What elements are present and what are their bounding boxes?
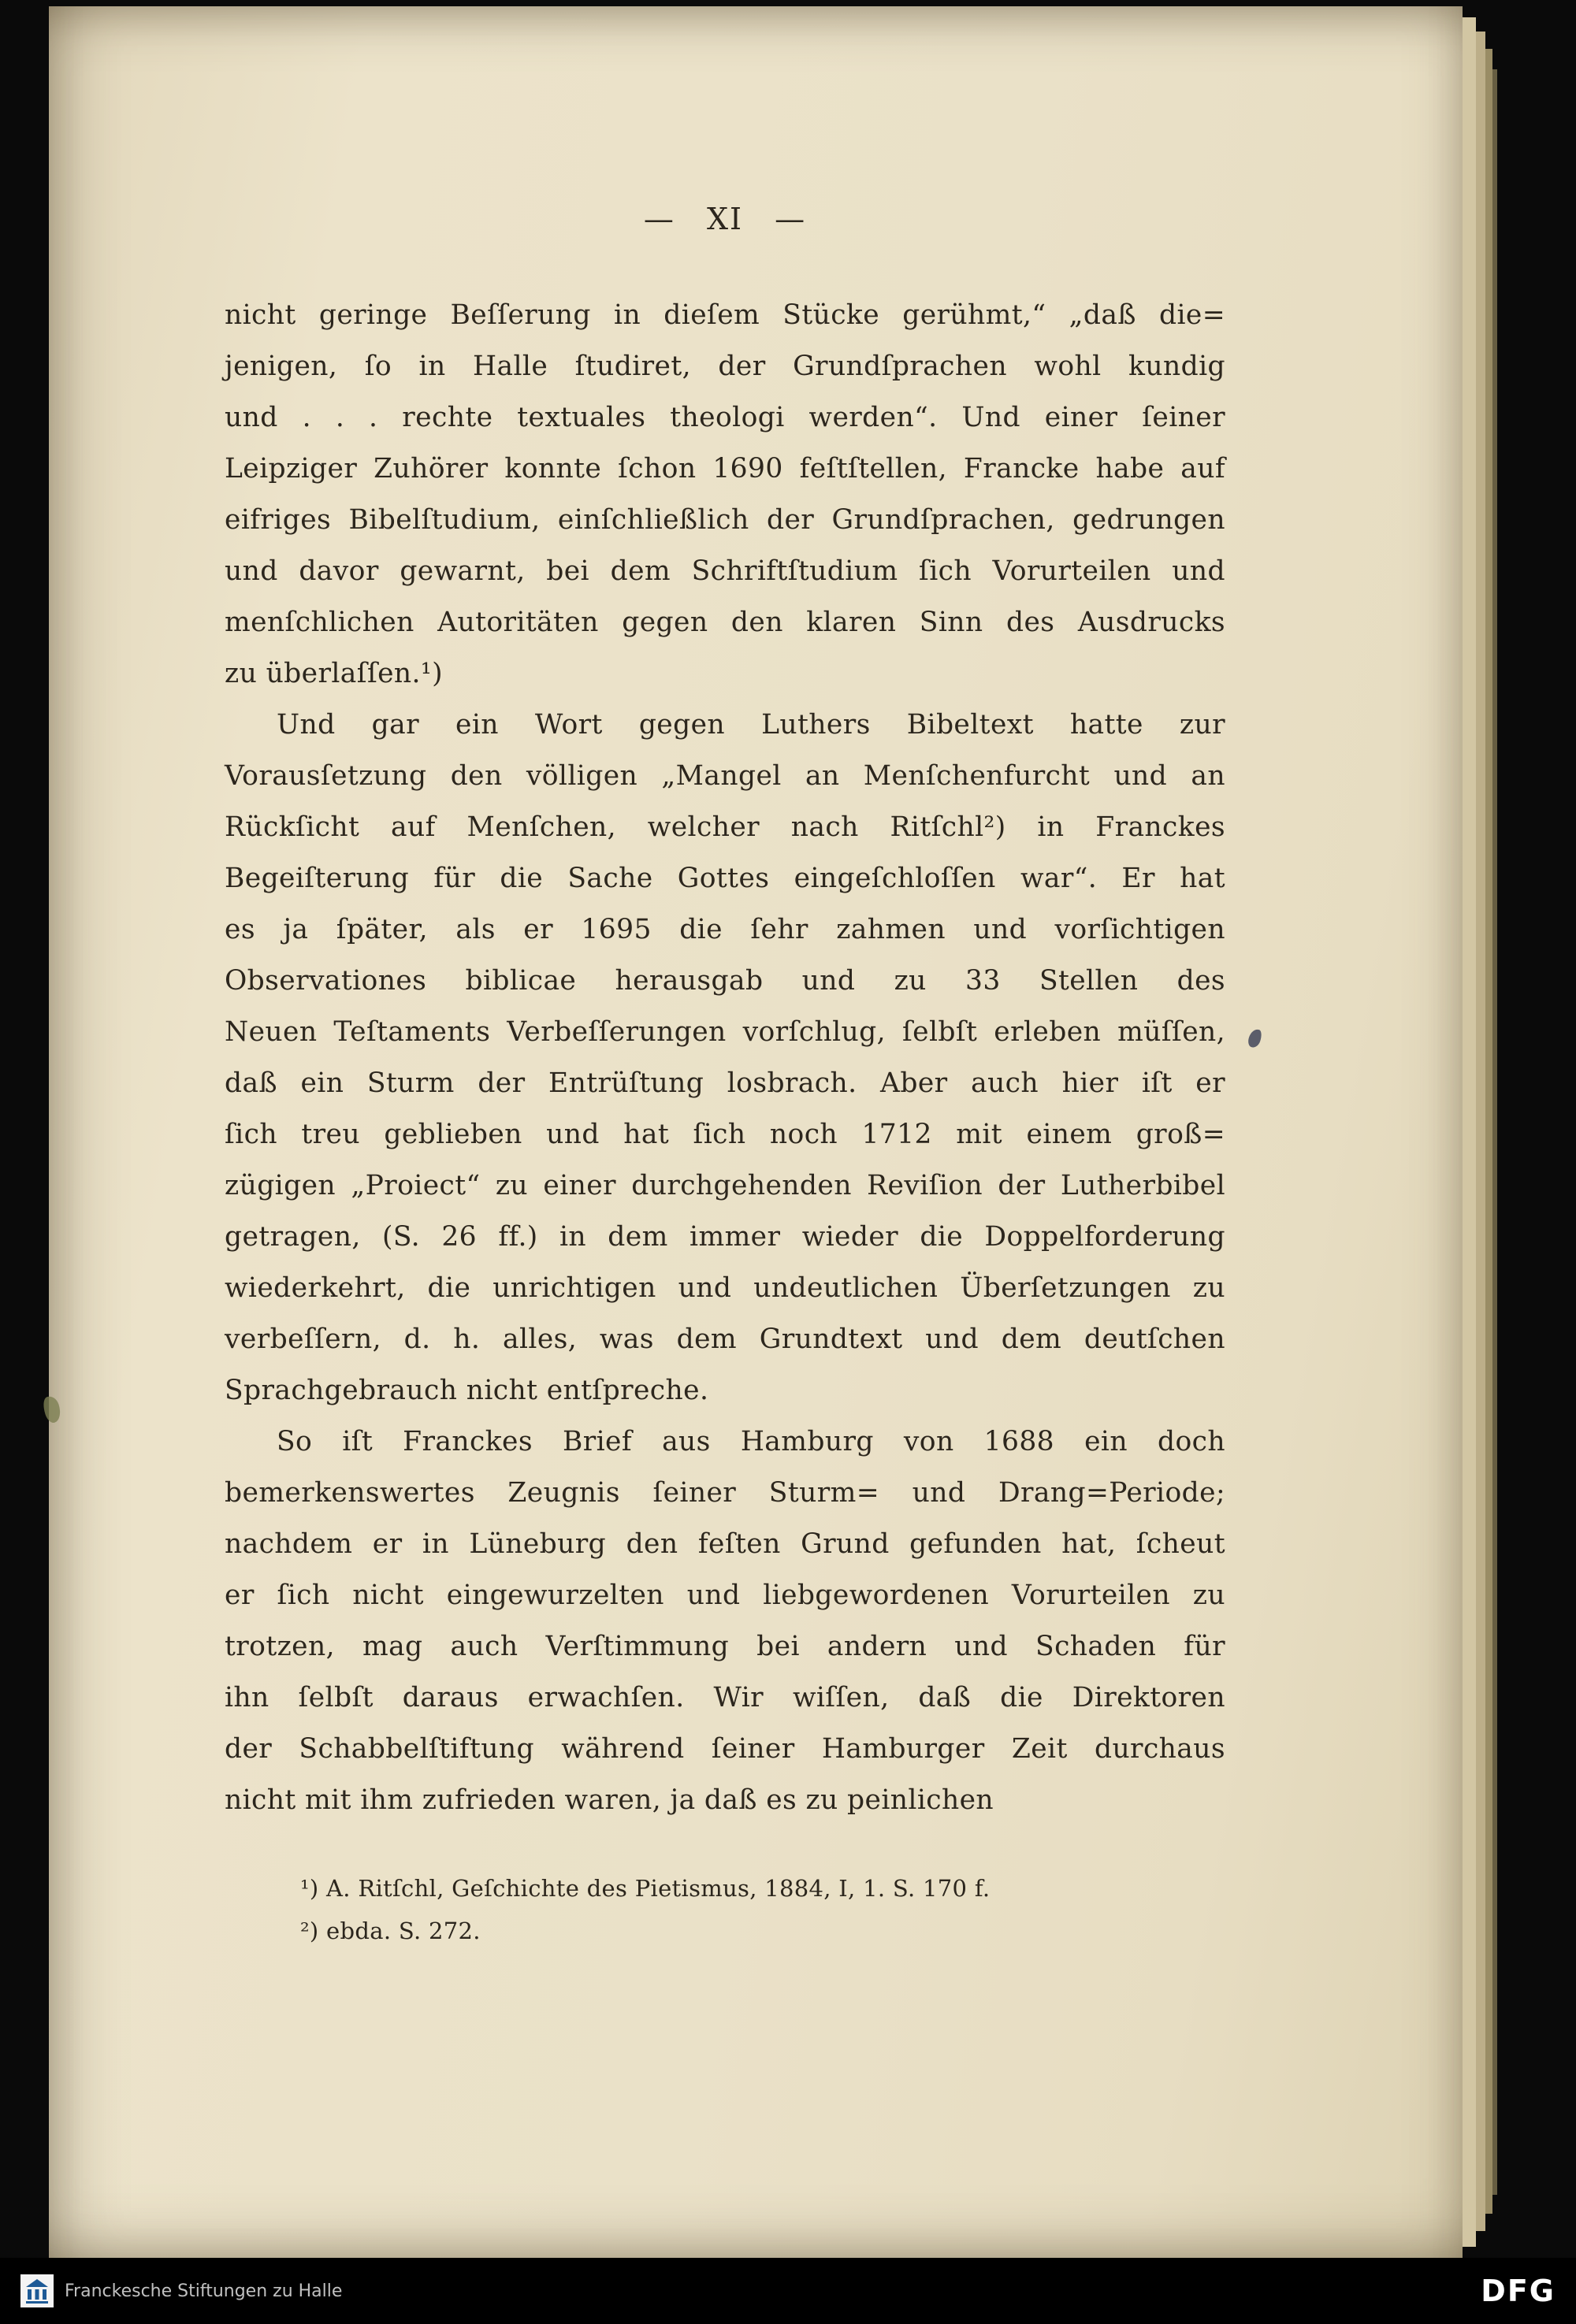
page-edge bbox=[1476, 32, 1485, 2231]
text-line: ihn ſelbſt daraus erwachſen. Wir wiſſen, daß die Direktoren bbox=[225, 1682, 1225, 1713]
text-line: zügigen „Proiect“ zu einer durchgehenden Reviſion der Lutherbibel bbox=[225, 1170, 1225, 1201]
text-line: Rückſicht auf Menſchen, welcher nach Ritſchl²) in Franckes bbox=[225, 811, 1225, 843]
text-line: ſich treu geblieben und hat ſich noch 1712 mit einem groß= bbox=[225, 1119, 1225, 1150]
text-line: es ja ſpäter, als er 1695 die ſehr zahmen und vorſichtigen bbox=[225, 914, 1225, 945]
text-line: nachdem er in Lüneburg den feſten Grund gefunden hat, ſcheut bbox=[225, 1528, 1225, 1560]
text-line: und . . . rechte textuales theologi werden“. Und einer ſeiner bbox=[225, 402, 1225, 433]
text-line: jenigen, ſo in Halle ſtudiret, der Grundſprachen wohl kundig bbox=[225, 351, 1225, 382]
page-number: — XI — bbox=[643, 202, 807, 236]
institution-label: Franckesche Stiftungen zu Halle bbox=[65, 2281, 343, 2301]
text-line: er ſich nicht eingewurzelten und liebgewordenen Vorurteilen zu bbox=[225, 1580, 1225, 1611]
dfg-logo: DFG bbox=[1481, 2274, 1556, 2308]
text-line: Vorausſetzung den völligen „Mangel an Menſchenfurcht und an bbox=[225, 760, 1225, 792]
body-text bbox=[225, 290, 1225, 1826]
text-line: Neuen Teſtaments Verbeſſerungen vorſchlug, ſelbſt erleben müſſen, bbox=[225, 1016, 1225, 1048]
page-edge bbox=[1463, 17, 1476, 2247]
text-line: nicht mit ihm zufrieden waren, ja daß es zu peinlichen bbox=[225, 1784, 994, 1816]
text-line: So iſt Franckes Brief aus Hamburg von 1688 ein doch bbox=[277, 1426, 1225, 1457]
book-page bbox=[49, 6, 1463, 2258]
footnotes bbox=[225, 1867, 1225, 1952]
paragraph bbox=[225, 700, 1225, 1416]
franckesche-logo-icon bbox=[20, 2274, 54, 2307]
page-content bbox=[225, 202, 1225, 1952]
footnote: ¹) A. Ritſchl, Geſchichte des Pietismus, 1884, I, 1. S. 170 f. bbox=[300, 1875, 991, 1902]
text-line: verbeſſern, d. h. alles, was dem Grundtext und dem deutſchen bbox=[225, 1323, 1225, 1355]
text-line: der Schabbelſtiftung während ſeiner Hamburger Zeit durchaus bbox=[225, 1733, 1225, 1765]
footnote: ²) ebda. S. 272. bbox=[300, 1917, 481, 1944]
text-line: Observationes biblicae herausgab und zu 33 Stellen des bbox=[225, 965, 1225, 997]
text-line: trotzen, mag auch Verſtimmung bei andern und Schaden für bbox=[225, 1631, 1225, 1662]
text-line: menſchlichen Autoritäten gegen den klaren Sinn des Ausdrucks bbox=[225, 607, 1225, 638]
footer-bar bbox=[0, 2258, 1576, 2324]
text-line: wiederkehrt, die unrichtigen und undeutlichen Überſetzungen zu bbox=[225, 1272, 1225, 1304]
text-line: Sprachgebrauch nicht entſpreche. bbox=[225, 1375, 709, 1406]
text-line: nicht geringe Beſſerung in dieſem Stücke gerühmt,“ „daß die= bbox=[225, 299, 1225, 331]
text-line: zu überlaſſen.¹) bbox=[225, 658, 444, 689]
paragraph bbox=[225, 1416, 1225, 1826]
page-edge bbox=[1492, 69, 1497, 2195]
footer-institution bbox=[20, 2274, 342, 2307]
text-line: bemerkenswertes Zeugnis ſeiner Sturm= und Drang=Periode; bbox=[225, 1477, 1225, 1509]
text-line: Leipziger Zuhörer konnte ſchon 1690 feſtſtellen, Francke habe auf bbox=[225, 453, 1225, 484]
text-line: und davor gewarnt, bei dem Schriftſtudium ſich Vorurteilen und bbox=[225, 555, 1225, 587]
text-line: Begeiſterung für die Sache Gottes eingeſchloſſen war“. Er hat bbox=[225, 863, 1225, 894]
text-line: daß ein Sturm der Entrüſtung losbrach. Aber auch hier iſt er bbox=[225, 1067, 1225, 1099]
page-edge bbox=[1485, 49, 1492, 2214]
paragraph bbox=[225, 290, 1225, 700]
text-line: eifriges Bibelſtudium, einſchließlich der Grundſprachen, gedrungen bbox=[225, 504, 1225, 536]
text-line: getragen, (S. 26 ff.) in dem immer wieder die Doppelforderung bbox=[225, 1221, 1225, 1253]
text-line: Und gar ein Wort gegen Luthers Bibeltext hatte zur bbox=[277, 709, 1225, 741]
franckesche-logo-glyph bbox=[24, 2278, 50, 2304]
